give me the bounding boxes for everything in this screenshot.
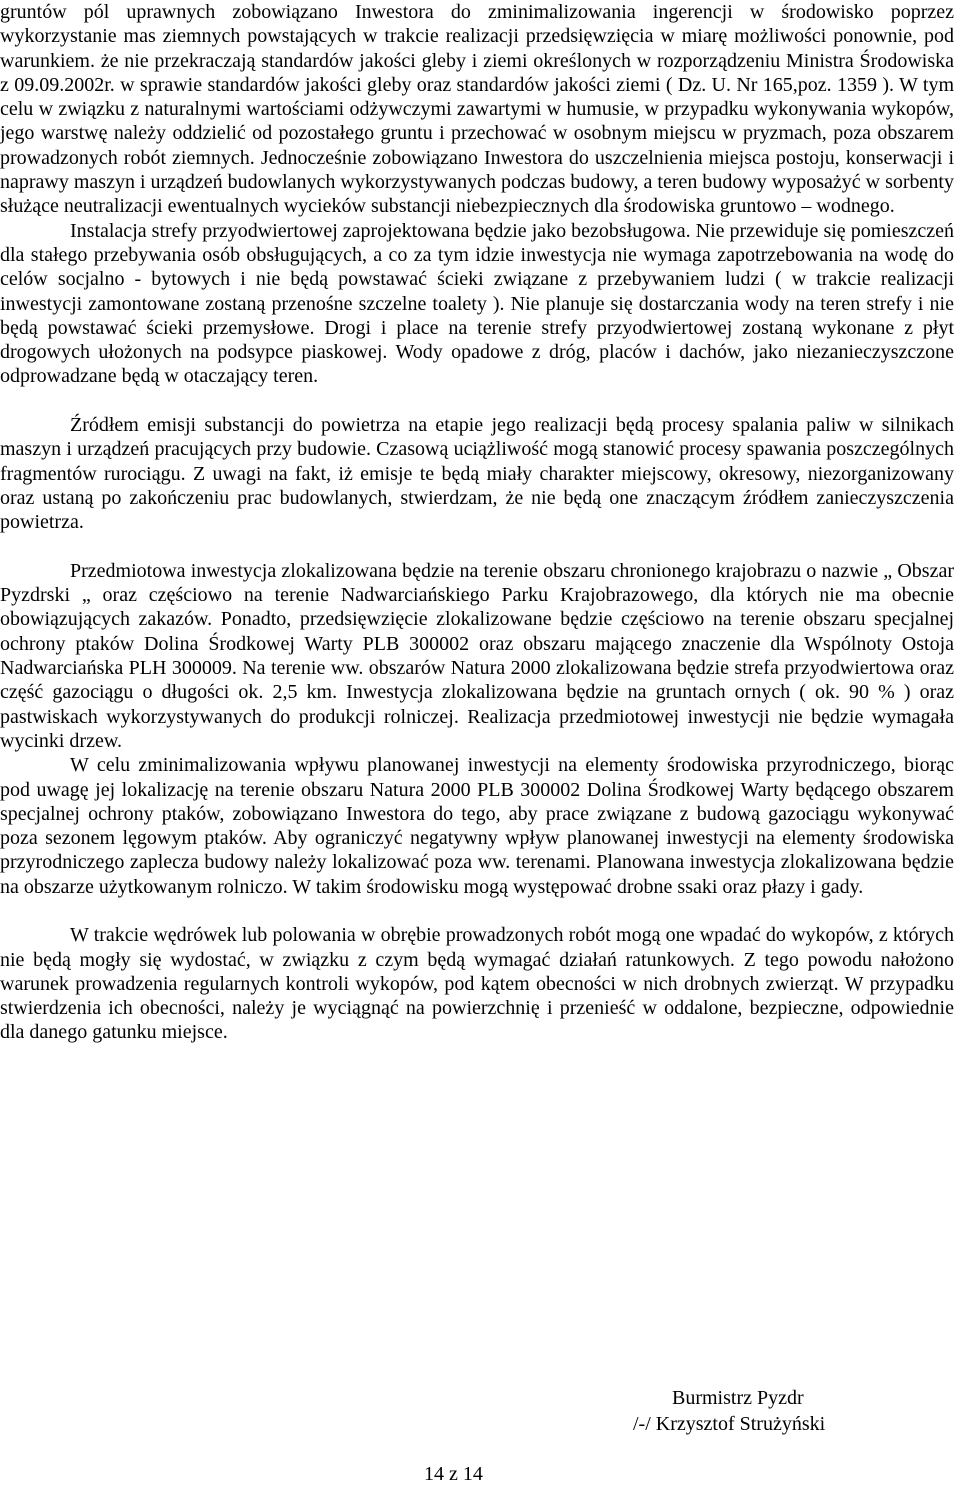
signatory-name: /-/ Krzysztof Strużyński	[633, 1413, 826, 1435]
paragraph-soil: gruntów pól uprawnych zobowiązano Inwestora do zminimalizowania ingerencji w środowisko poprzez wykorzystanie mas ziemnych powstających w trakcie realizacji przedsięwzięcia w miarę możliwości ponownie, pod warunkiem. że nie przekraczają standardów jakości gleby i ziemi określonych w rozporządzeniu Ministra Środowiska z 09.09.2002r. w sprawie standardów jakości gleby oraz standardów jakości ziemi ( Dz. U. Nr 165,poz. 1359 ). W tym celu w związku z naturalnymi wartościami odżywczymi zawartymi w humusie, w przypadku wykonywania wykopów, jego warstwę należy oddzielić od pozostałego gruntu i przechować w osobnym miejscu w pryzmach, poza obszarem prowadzonych robót ziemnych. Jednocześnie zobowiązano Inwestora do uszczelnienia miejsca postoju, konserwacji i naprawy maszyn i urządzeń budowlanych wykorzystywanych podczas budowy, a teren budowy wyposażyć w sorbenty służące neutralizacji ewentualnych wycieków substancji niebezpiecznych dla środowiska gruntowo – wodnego.	[0, 1, 954, 218]
paragraph-installation: Instalacja strefy przyodwiertowej zaprojektowana będzie jako bezobsługowa. Nie przewiduje się pomieszczeń dla stałego przebywania osób obsługujących, a co za tym idzie inwestycja nie wymaga zapotrzebowania na wodę do celów socjalno - bytowych i nie będą powstawać ścieki związane z przebywaniem ludzi ( w trakcie realizacji inwestycji zamontowane zostaną przenośne szczelne toalety ). Nie planuje się dostarczania wody na teren strefy i nie będą powstawać ścieki przemysłowe. Drogi i place na terenie strefy przyodwiertowej zostaną wykonane z płyt drogowych ułożonych na podsypce piaskowej. Wody opadowe z dróg, placów i dachów, jako niezanieczyszczone odprowadzane będą w otaczający teren.	[0, 219, 954, 388]
paragraph-location: Przedmiotowa inwestycja zlokalizowana będzie na terenie obszaru chronionego krajobrazu o nazwie „ Obszar Pyzdrski „ oraz częściowo na terenie Nadwarciańskiego Parku Krajobrazowego, dla których nie ma obecnie obowiązujących zakazów. Ponadto, przedsięwzięcie zlokalizowane będzie częściowo na terenie obszaru specjalnej ochrony ptaków Dolina Środkowej Warty PLB 300002 oraz obszaru mającego znaczenie dla Wspólnoty Ostoja Nadwarciańska PLH 300009. Na terenie ww. obszarów Natura 2000 zlokalizowana będzie strefa przyodwiertowa oraz część gazociągu o długości ok. 2,5 km. Inwestycja zlokalizowana będzie na gruntach ornych ( ok. 90 % ) oraz pastwiskach wykorzystywanych do produkcji rolniczej. Realizacja przedmiotowej inwestycji nie będzie wymagała wycinki drzew.	[0, 559, 954, 752]
page-number: 14 z 14	[424, 1463, 483, 1485]
paragraph-animals: W trakcie wędrówek lub polowania w obrębie prowadzonych robót mogą one wpadać do wykopów, z których nie będą mogły się wydostać, w związku z czym będą wymagać działań ratunkowych. Z tego powodu nałożono warunek prowadzenia regularnych kontroli wykopów, pod kątem obecności w nich drobnych zwierząt. W przypadku stwierdzenia ich obecności, należy je wyciągnąć na powierzchnię i przenieść w oddalone, bezpieczne, odpowiednie dla danego gatunku miejsce.	[0, 924, 954, 1044]
signatory-title: Burmistrz Pyzdr	[672, 1387, 804, 1409]
paragraph-emissions: Źródłem emisji substancji do powietrza na etapie jego realizacji będą procesy spalania paliw w silnikach maszyn i urządzeń pracujących przy budowie. Czasową uciążliwość mogą stanowić procesy spawania poszczególnych fragmentów rurociągu. Z uwagi na fakt, iż emisje te będą miały charakter miejscowy, okresowy, niezorganizowany oraz ustaną po zakończeniu prac budowlanych, stwierdzam, że nie będą one znaczącym źródłem zanieczyszczenia powietrza.	[0, 414, 954, 534]
paragraph-nature-protection: W celu zminimalizowania wpływu planowanej inwestycji na elementy środowiska przyrodniczego, biorąc pod uwagę jej lokalizację na terenie obszaru Natura 2000 PLB 300002 Dolina Środkowej Warty będącego obszarem specjalnej ochrony ptaków, zobowiązano Inwestora do tego, aby prace związane z budową gazociągu wykonywać poza sezonem lęgowym ptaków. Aby ograniczyć negatywny wpływ planowanej inwestycji na elementy środowiska przyrodniczego zaplecza budowy należy lokalizować poza ww. terenami. Planowana inwestycja zlokalizowana będzie na obszarze użytkowanym rolniczo. W takim środowisku mogą występować drobne ssaki oraz płazy i gady.	[0, 754, 954, 898]
